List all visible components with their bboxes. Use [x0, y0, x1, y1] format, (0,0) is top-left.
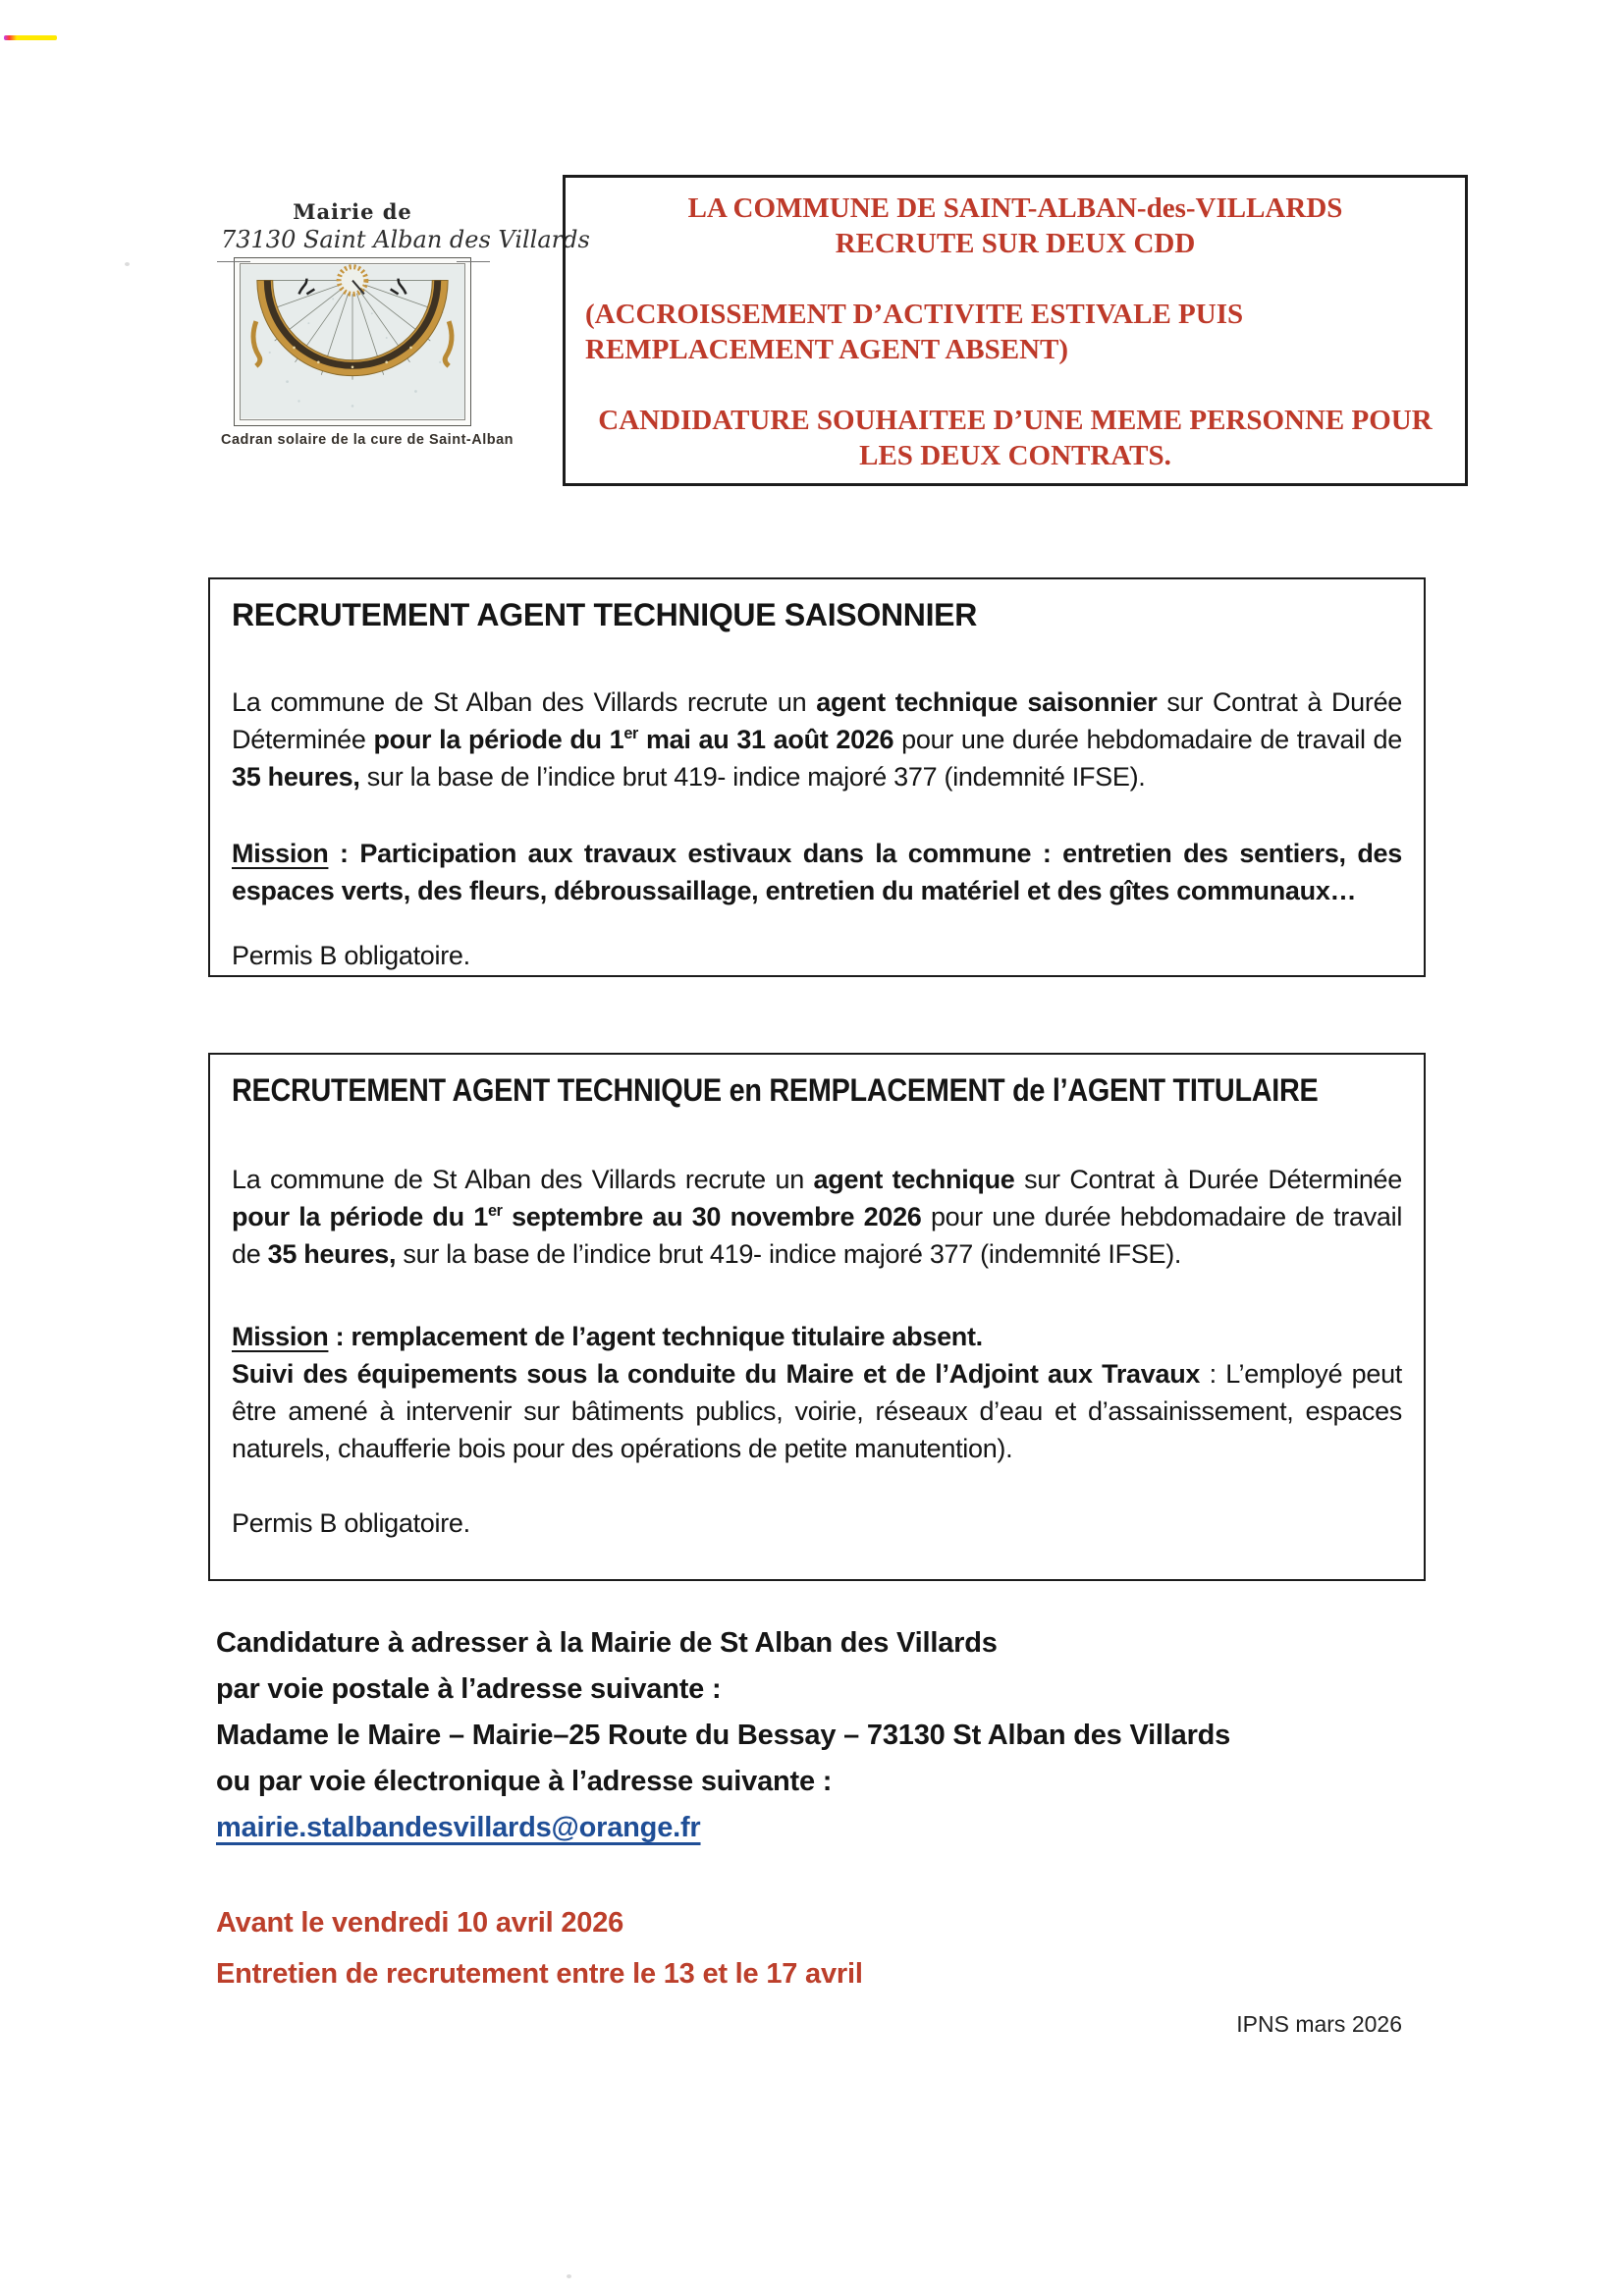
contact-line1: Candidature à adresser à la Mairie de St Alban des Villards	[216, 1627, 998, 1659]
sundial-caption: Cadran solaire de la cure de Saint-Alban	[221, 432, 514, 448]
announcement-line1: LA COMMUNE DE SAINT-ALBAN-des-VILLARDS	[687, 192, 1343, 224]
section-recrutement-saisonnier	[208, 577, 1426, 977]
sundial-picture-frame	[234, 257, 471, 426]
section2-title: RECRUTEMENT AGENT TECHNIQUE en REMPLACEMENT de l’AGENT TITULAIRE	[232, 1072, 1319, 1108]
spacer	[585, 367, 1445, 403]
sundial-image	[241, 264, 464, 419]
mairie-logo-block	[221, 199, 590, 448]
section1-title: RECRUTEMENT AGENT TECHNIQUE SAISONNIER	[232, 597, 978, 632]
contact-line4: ou par voie électronique à l’adresse suivante :	[216, 1766, 833, 1797]
spacer	[585, 261, 1445, 297]
logo-dash-left	[217, 261, 250, 262]
contact-block	[216, 1620, 1443, 1851]
section2-suivi-paragraph: Suivi des équipements sous la conduite du Maire et de l’Adjoint aux Travaux : L’employé peut être amené à intervenir sur bâtiments publics, voirie, réseaux d’eau et d’assainissement, espaces naturels, chaufferie bois pour des opérations de petite manutention).	[232, 1359, 1402, 1463]
scan-speck	[125, 262, 130, 266]
announcement-line4: CANDIDATURE SOUHAITEE D’UNE MEME PERSONNE POUR LES DEUX CONTRATS.	[598, 405, 1433, 471]
section2-permis-note: Permis B obligatoire.	[232, 1508, 470, 1538]
deadline-block	[216, 1897, 1296, 1999]
logo-dash-right	[457, 261, 490, 262]
scan-speck	[567, 2274, 571, 2278]
ipns-footer-note: IPNS mars 2026	[1236, 2011, 1402, 2037]
section1-mission-paragraph: Mission : Participation aux travaux estivaux dans la commune : entretien des sentiers, des espaces verts, des fleurs, débroussaillage, entretien du matériel et des gîtes communaux…	[232, 839, 1402, 905]
section1-intro-paragraph: La commune de St Alban des Villards recrute un agent technique saisonnier sur Contrat à Durée Déterminée pour la période du 1er mai au 31 août 2026 pour une durée hebdomadaire de travail de 35 heures, sur la base de l’indice brut 419- indice majoré 377 (indemnité IFSE).	[232, 687, 1403, 792]
section1-permis-note: Permis B obligatoire.	[232, 941, 470, 970]
section2-mission-paragraph: Mission : remplacement de l’agent technique titulaire absent.	[232, 1322, 983, 1351]
scan-streak-artifact	[4, 35, 57, 40]
contact-line2: par voie postale à l’adresse suivante :	[216, 1673, 722, 1705]
logo-mairie-label: Mairie de	[293, 199, 412, 224]
logo-commune-label: 73130 Saint Alban des Villards	[221, 226, 590, 253]
deadline-date: Avant le vendredi 10 avril 2026	[216, 1907, 624, 1939]
announcement-line2: RECRUTE SUR DEUX CDD	[835, 228, 1196, 259]
announcement-box	[563, 175, 1468, 486]
section-recrutement-remplacement	[208, 1053, 1426, 1581]
interview-dates: Entretien de recrutement entre le 13 et le 17 avril	[216, 1958, 863, 1990]
email-link[interactable]: mairie.stalbandesvillards@orange.fr	[216, 1812, 701, 1843]
section2-intro-paragraph: La commune de St Alban des Villards recrute un agent technique sur Contrat à Durée Déterminée pour la période du 1er septembre au 30 novembre 2026 pour une durée hebdomadaire de travail de 35 heures, sur la base de l’indice brut 419- indice majoré 377 (indemnité IFSE).	[232, 1165, 1403, 1269]
contact-postal-address: Madame le Maire – Mairie–25 Route du Bessay – 73130 St Alban des Villards	[216, 1720, 1231, 1751]
announcement-line3: (ACCROISSEMENT D’ACTIVITE ESTIVALE PUIS REMPLACEMENT AGENT ABSENT)	[585, 299, 1244, 365]
